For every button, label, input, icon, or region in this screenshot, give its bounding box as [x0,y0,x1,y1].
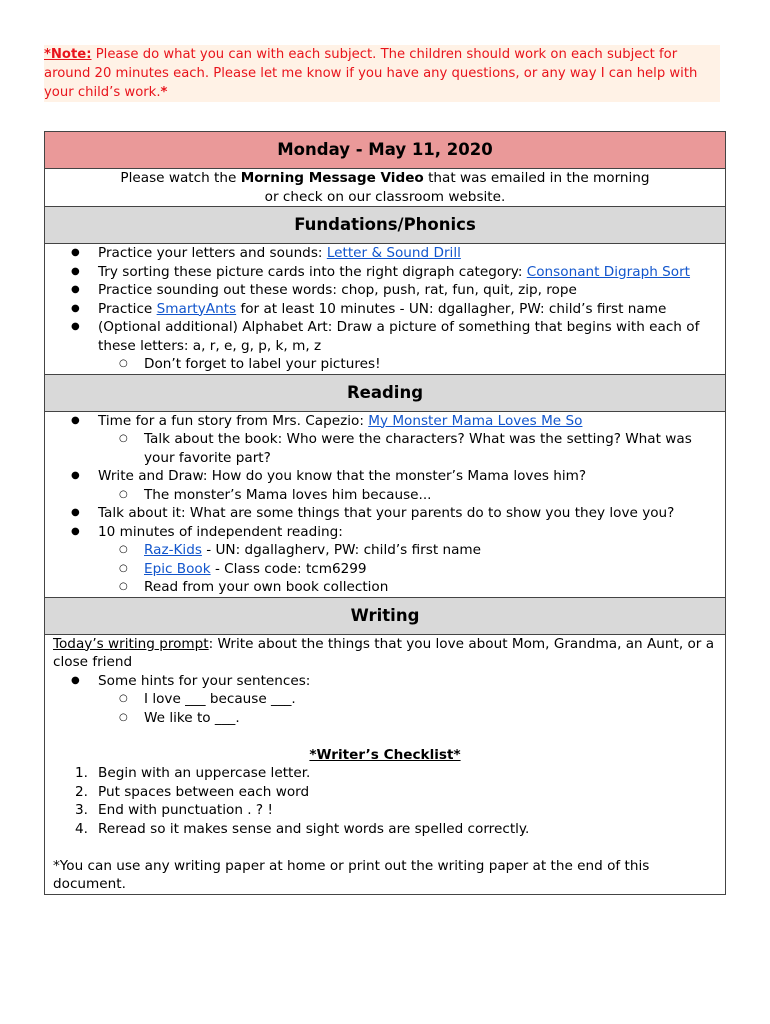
sub-list-item [53,486,717,505]
note-banner [44,45,720,102]
item-text: Read from your own book collection [144,579,389,595]
item-text: Begin with an uppercase letter. [98,765,311,781]
date-header: Monday - May 11, 2020 [45,132,726,169]
monster-mama-link[interactable]: My Monster Mama Loves Me So [368,412,583,429]
intro-bold: Morning Message Video [240,170,424,186]
writing-footer: *You can use any writing paper at home or print out the writing paper at the end of this document. [53,857,650,892]
writing-header: Writing [45,597,726,634]
item-text: - Class code: tcm6299 [210,560,367,577]
list-item [53,412,717,431]
letter-sound-drill-link[interactable]: Letter & Sound Drill [326,245,461,261]
item-text: (Optional additional) Alphabet Art: Draw a picture of something that begins with each of these letters: a, r, e, g, p, k, m, z [98,319,700,354]
consonant-digraph-sort-link[interactable]: Consonant Digraph Sort [526,263,691,280]
sub-list-item [53,578,717,597]
list-item [53,300,717,319]
checklist-item: 1. Begin with an uppercase letter. [75,765,311,781]
item-text: - UN: dgallagherv, PW: child’s first name [201,542,482,558]
prompt-label: Today’s writing prompt [53,635,209,652]
sub-list-item [53,430,717,467]
reading-cell [45,411,726,597]
item-text: End with punctuation . ? ! [98,802,273,818]
checklist-item: 2. Put spaces between each word [75,783,310,800]
intro-cell [45,169,726,207]
sub-list-item [53,541,717,560]
intro-line2: or check on our classroom website. [264,188,506,205]
item-text: for at least 10 minutes - UN: dgallagher, PW: child’s first name [236,300,667,317]
note-end: * [160,85,168,100]
fundations-header: Fundations/Phonics [45,207,726,244]
checklist-title: *Writer’s Checklist* [309,746,461,763]
item-text: Write and Draw: How do you know that the monster’s Mama loves him? [98,468,587,484]
item-text: Talk about it: What are some things that your parents do to show you they love you? [98,505,675,521]
writing-prompt [53,635,717,672]
item-text: We like to ___. [144,709,240,726]
epic-book-link[interactable]: Epic Book [144,560,211,577]
intro-post: that was emailed in the morning [423,170,650,186]
list-item [53,504,717,523]
item-text: Try sorting these picture cards into the right digraph category: [98,263,527,280]
item-text: Some hints for your sentences: [98,672,311,689]
checklist-item: 3. End with punctuation . ? ! [75,802,273,818]
sub-list-item [53,560,717,579]
item-text: Practice sounding out these words: chop, push, rat, fun, quit, zip, rope [98,282,577,298]
item-text: 10 minutes of independent reading: [98,523,343,540]
sub-list-item [53,355,717,374]
item-text: Put spaces between each word [98,783,310,800]
item-text: Don’t forget to label your pictures! [144,356,381,372]
smartyants-link[interactable]: SmartyAnts [156,300,237,317]
item-text: The monster’s Mama loves him because... [144,486,432,503]
list-item [53,467,717,486]
list-item [53,672,717,691]
checklist-item: 4. Reread so it makes sense and sight words are spelled correctly. [75,820,530,837]
raz-kids-link[interactable]: Raz-Kids [144,542,202,558]
item-text: Reread so it makes sense and sight words are spelled correctly. [98,820,530,837]
item-text: I love ___ because ___. [144,691,296,707]
item-text: Practice [98,300,157,317]
prompt-text: : Write about the things that you love about Mom, Grandma, an Aunt, or a close friend [53,635,715,670]
lesson-plan-table [44,131,726,895]
item-text: Talk about the book: Who were the characters? What was the setting? What was your favorite part? [144,431,692,466]
list-item [53,263,717,282]
sub-list-item [53,690,717,709]
intro-pre: Please watch the [120,170,241,186]
list-item [53,281,717,300]
list-item [53,523,717,542]
list-item [53,318,717,355]
list-item [53,244,717,263]
reading-header: Reading [45,374,726,411]
writing-cell [45,634,726,894]
item-text: Practice your letters and sounds: [98,245,327,261]
item-text: Time for a fun story from Mrs. Capezio: [98,412,369,429]
fundations-cell [45,244,726,375]
note-label: *Note: [44,47,92,62]
sub-list-item [53,709,717,728]
note-text: Please do what you can with each subject. The children should work on each subject for around 20 minutes each. Please let me know if you have any questions, or any way I can help with your child’s work. [44,47,698,100]
